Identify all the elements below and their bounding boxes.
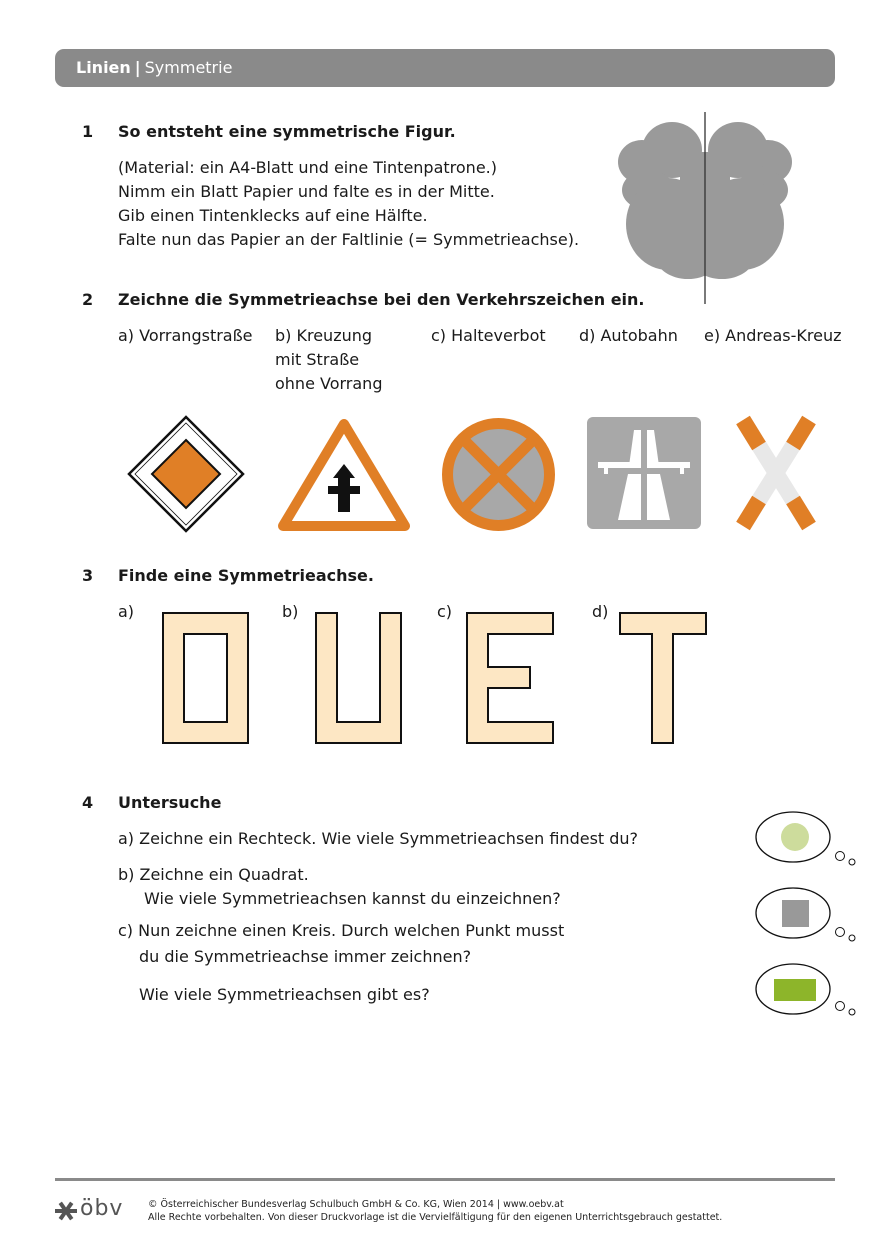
thought-bubble-circle-icon bbox=[755, 810, 860, 868]
sign-label-a: a) Vorrangstraße bbox=[118, 326, 253, 345]
sign-label-c: c) Halteverbot bbox=[431, 326, 546, 345]
sign-label-e: e) Andreas-Kreuz bbox=[704, 326, 842, 345]
task1-line: Gib einen Tintenklecks auf eine Hälfte. bbox=[118, 206, 428, 225]
task3-number: 3 bbox=[82, 566, 94, 585]
task4-item-c-question: Wie viele Symmetrieachsen gibt es? bbox=[139, 985, 430, 1004]
task4-title: Untersuche bbox=[118, 793, 222, 812]
task4-item-a: a) Zeichne ein Rechteck. Wie viele Symmetrieachsen findest du? bbox=[118, 829, 639, 848]
sign-label-b: b) Kreuzung mit Straße ohne Vorrang bbox=[275, 326, 383, 393]
thought-bubble-rectangle-icon bbox=[755, 962, 860, 1020]
letter-label-d: d) bbox=[592, 602, 609, 621]
task1-title: So entsteht eine symmetrische Figur. bbox=[118, 122, 456, 141]
letter-t-shape bbox=[619, 612, 707, 744]
publisher-logo-text: öbv bbox=[80, 1196, 124, 1221]
task1-instructions bbox=[118, 156, 579, 252]
footer-rule bbox=[55, 1178, 835, 1181]
task4-number: 4 bbox=[82, 793, 94, 812]
letter-label-b: b) bbox=[282, 602, 299, 621]
thought-bubble-square-icon bbox=[755, 886, 860, 944]
task1-line: Falte nun das Papier an der Faltlinie (= Symmetrieachse). bbox=[118, 230, 580, 249]
task4-item-c: c) Nun zeichne einen Kreis. Durch welchen Punkt musst du die Symmetrieachse immer zeichnen? bbox=[118, 921, 565, 966]
task3-title: Finde eine Symmetrieachse. bbox=[118, 566, 374, 585]
no-stopping-sign-icon bbox=[441, 417, 556, 532]
publisher-logo-icon bbox=[55, 1201, 77, 1221]
footer-copyright: © Österreichischer Bundesverlag Schulbuch GmbH & Co. KG, Wien 2014 | www.oebv.at Alle Rechte vorbehalten. Von dieser Druckvorlage ist die Vervielfältigung für den eigenen Unterrichtsgebrauch gestattet. bbox=[148, 1199, 723, 1223]
letter-label-c: c) bbox=[437, 602, 453, 621]
header-separator: | bbox=[134, 58, 141, 77]
crossroads-warning-sign-icon bbox=[278, 418, 410, 534]
letter-o-shape bbox=[162, 612, 249, 744]
priority-road-sign-icon bbox=[127, 415, 245, 533]
letter-u-shape bbox=[315, 612, 402, 744]
task2-title: Zeichne die Symmetrieachse bei den Verkehrszeichen ein. bbox=[118, 290, 645, 309]
letter-e-shape bbox=[466, 612, 554, 744]
task1-number: 1 bbox=[82, 122, 94, 141]
motorway-sign-icon bbox=[586, 416, 702, 530]
task4-item-b: b) Zeichne ein Quadrat. Wie viele Symmetrieachsen kannst du einzeichnen? bbox=[118, 865, 561, 908]
task1-line: (Material: ein A4-Blatt und eine Tintenpatrone.) bbox=[118, 158, 497, 177]
topic-title: Symmetrie bbox=[144, 58, 233, 77]
letter-label-a: a) bbox=[118, 602, 135, 621]
sign-label-d: d) Autobahn bbox=[579, 326, 678, 345]
ink-blot-icon bbox=[610, 112, 800, 307]
st-andrews-cross-icon bbox=[735, 412, 817, 534]
task2-number: 2 bbox=[82, 290, 94, 309]
header-bar bbox=[55, 49, 835, 87]
chapter-title: Linien bbox=[76, 58, 131, 77]
task1-line: Nimm ein Blatt Papier und falte es in der Mitte. bbox=[118, 182, 495, 201]
